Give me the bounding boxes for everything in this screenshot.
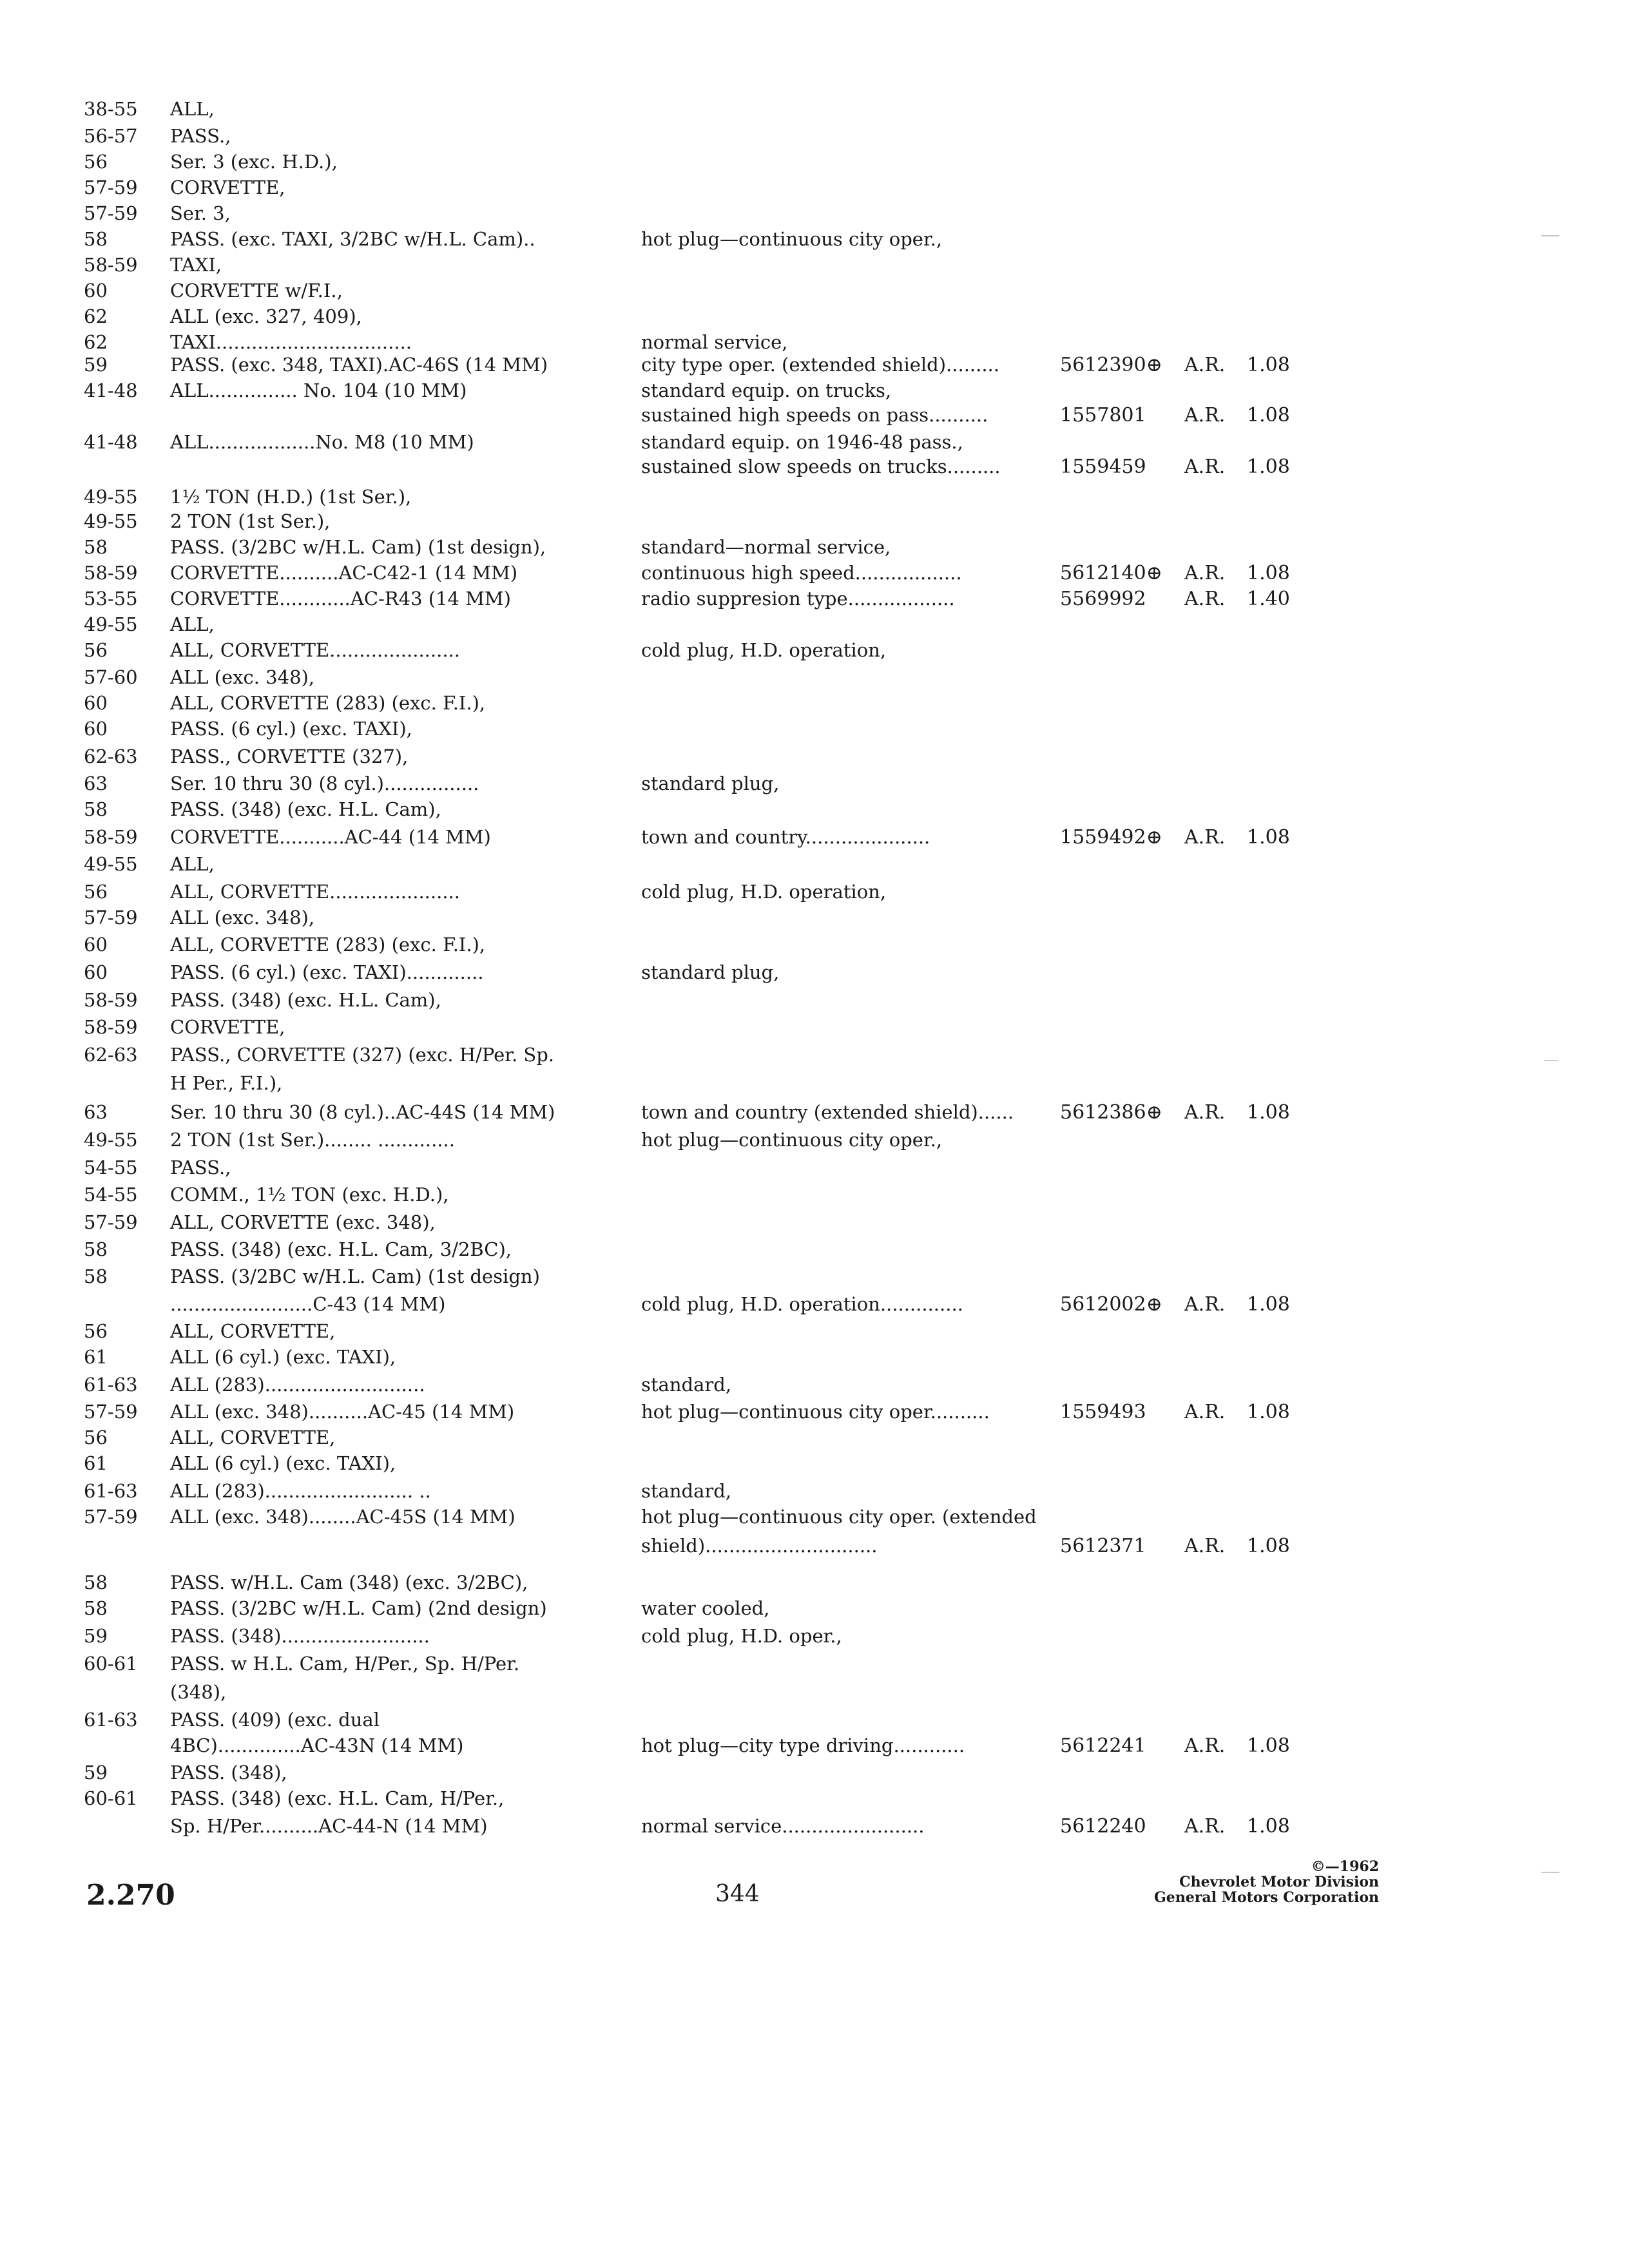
- year-cell: 58-59: [84, 1016, 138, 1038]
- quantity-cell: A.R.: [1184, 588, 1226, 610]
- year-cell: 41-48: [84, 431, 138, 453]
- year-cell: 58: [84, 798, 108, 820]
- model-cell: Sp. H/Per..........AC-44-N (14 MM): [170, 1815, 488, 1837]
- year-cell: 58: [84, 536, 108, 558]
- year-cell: 49-55: [84, 486, 138, 508]
- model-cell: PASS. (348).........................: [170, 1625, 430, 1647]
- year-cell: 58-59: [84, 826, 138, 848]
- model-cell: CORVETTE...........AC-44 (14 MM): [170, 826, 491, 848]
- part-number-cell: 1559459: [1060, 456, 1146, 478]
- application-cell: standard equip. on trucks,: [641, 380, 892, 401]
- model-cell: CORVETTE,: [170, 1016, 285, 1038]
- model-cell: ALL, CORVETTE,: [170, 1320, 336, 1342]
- model-cell: Ser. 10 thru 30 (8 cyl.)..AC-44S (14 MM): [170, 1101, 555, 1123]
- model-cell: ALL, CORVETTE (283) (exc. F.I.),: [170, 692, 486, 714]
- model-cell: PASS. (6 cyl.) (exc. TAXI).............: [170, 961, 484, 983]
- year-cell: 56: [84, 151, 108, 173]
- model-cell: ALL, CORVETTE......................: [170, 639, 460, 661]
- model-cell: ALL, CORVETTE......................: [170, 881, 460, 903]
- model-cell: ALL,: [170, 613, 215, 635]
- quantity-cell: A.R.: [1184, 404, 1226, 427]
- model-cell: ALL (exc. 348),: [170, 666, 315, 688]
- section-number: 2.270: [86, 1879, 175, 1912]
- part-number-cell: 5612241: [1060, 1735, 1146, 1757]
- application-cell: town and country (extended shield)......: [641, 1101, 1014, 1123]
- model-cell: PASS. (3/2BC w/H.L. Cam) (1st design),: [170, 536, 546, 558]
- year-cell: 57-59: [84, 1401, 138, 1423]
- year-cell: 63: [84, 773, 108, 794]
- model-cell: PASS. (409) (exc. dual: [170, 1709, 380, 1731]
- application-cell: town and country.....................: [641, 826, 930, 848]
- application-cell: normal service,: [641, 331, 788, 353]
- year-cell: 62: [84, 331, 108, 353]
- year-cell: 60: [84, 692, 108, 714]
- year-cell: 61: [84, 1452, 108, 1474]
- model-cell: ALL (exc. 348)..........AC-45 (14 MM): [170, 1401, 515, 1423]
- quantity-cell: A.R.: [1184, 1815, 1226, 1838]
- application-cell: hot plug—continuous city oper. (extended: [641, 1506, 1037, 1528]
- price-cell: 1.08: [1247, 456, 1290, 478]
- model-cell: ALL (6 cyl.) (exc. TAXI),: [170, 1346, 396, 1368]
- model-cell: ALL (exc. 348)........AC-45S (14 MM): [170, 1506, 516, 1528]
- model-cell: COMM., 1½ TON (exc. H.D.),: [170, 1184, 449, 1206]
- year-cell: 56: [84, 1427, 108, 1448]
- application-cell: hot plug—continuous city oper.,: [641, 1129, 943, 1151]
- model-cell: PASS. (3/2BC w/H.L. Cam) (2nd design): [170, 1597, 547, 1619]
- year-cell: 60-61: [84, 1787, 138, 1809]
- year-cell: 53-55: [84, 588, 138, 610]
- application-cell: hot plug—city type driving............: [641, 1735, 965, 1756]
- application-cell: standard—normal service,: [641, 536, 891, 558]
- year-cell: 58-59: [84, 562, 138, 584]
- application-cell: standard equip. on 1946-48 pass.,: [641, 431, 963, 453]
- part-number-cell: 5569992: [1060, 588, 1146, 610]
- year-cell: 60-61: [84, 1653, 138, 1675]
- model-cell: PASS. (exc. 348, TAXI).AC-46S (14 MM): [170, 354, 548, 376]
- copyright-year: ©—1962: [1311, 1858, 1379, 1875]
- year-cell: 56: [84, 639, 108, 661]
- year-cell: 56-57: [84, 125, 138, 147]
- model-cell: PASS.,: [170, 125, 231, 147]
- model-cell: ALL (6 cyl.) (exc. TAXI),: [170, 1452, 396, 1474]
- model-cell: 2 TON (1st Ser.),: [170, 510, 331, 532]
- part-number-cell: 5612386⊕: [1060, 1101, 1162, 1124]
- model-cell: PASS.,: [170, 1157, 231, 1178]
- price-cell: 1.08: [1247, 1815, 1290, 1838]
- part-number-cell: 1559493: [1060, 1401, 1146, 1423]
- year-cell: 57-59: [84, 1506, 138, 1528]
- year-cell: 57-59: [84, 177, 138, 198]
- year-cell: 58-59: [84, 989, 138, 1011]
- year-cell: 60: [84, 961, 108, 983]
- model-cell: ALL (283)......................... ..: [170, 1480, 431, 1502]
- year-cell: 62-63: [84, 1044, 138, 1066]
- year-cell: 49-55: [84, 613, 138, 635]
- year-cell: 58: [84, 1265, 108, 1287]
- year-cell: 61: [84, 1346, 108, 1368]
- model-cell: ALL,: [170, 853, 215, 875]
- application-cell: water cooled,: [641, 1597, 770, 1619]
- copyright-corporation: General Motors Corporation: [1153, 1889, 1379, 1907]
- year-cell: 61-63: [84, 1709, 138, 1731]
- scan-mark: [1541, 235, 1559, 236]
- year-cell: 57-59: [84, 907, 138, 928]
- model-cell: Ser. 10 thru 30 (8 cyl.)................: [170, 773, 479, 794]
- year-cell: 59: [84, 354, 108, 376]
- model-cell: Ser. 3 (exc. H.D.),: [170, 151, 338, 173]
- application-cell: hot plug—continuous city oper..........: [641, 1401, 990, 1423]
- model-cell: PASS., CORVETTE (327),: [170, 745, 409, 767]
- year-cell: 57-59: [84, 1211, 138, 1233]
- model-cell: ALL, CORVETTE (283) (exc. F.I.),: [170, 934, 486, 956]
- part-number-cell: 5612002⊕: [1060, 1293, 1162, 1316]
- year-cell: 58: [84, 1597, 108, 1619]
- price-cell: 1.08: [1247, 1401, 1290, 1423]
- quantity-cell: A.R.: [1184, 826, 1226, 849]
- model-cell: TAXI.................................: [170, 331, 412, 353]
- year-cell: 49-55: [84, 853, 138, 875]
- year-cell: 54-55: [84, 1184, 138, 1206]
- application-cell: standard,: [641, 1374, 732, 1396]
- year-cell: 62: [84, 305, 108, 327]
- model-cell: PASS. (348) (exc. H.L. Cam),: [170, 798, 441, 820]
- price-cell: 1.08: [1247, 1293, 1290, 1316]
- year-cell: 58: [84, 1571, 108, 1593]
- model-cell: ........................C-43 (14 MM): [170, 1293, 446, 1315]
- quantity-cell: A.R.: [1184, 562, 1226, 584]
- price-cell: 1.08: [1247, 1535, 1290, 1557]
- application-cell: normal service........................: [641, 1815, 925, 1837]
- application-cell: cold plug, H.D. operation,: [641, 881, 887, 903]
- application-cell: standard,: [641, 1480, 732, 1502]
- year-cell: 59: [84, 1762, 108, 1783]
- year-cell: 56: [84, 1320, 108, 1342]
- application-cell: standard plug,: [641, 961, 780, 983]
- model-cell: ALL, CORVETTE,: [170, 1427, 336, 1448]
- application-cell: shield).............................: [641, 1535, 878, 1557]
- model-cell: PASS. w H.L. Cam, H/Per., Sp. H/Per.: [170, 1653, 520, 1675]
- model-cell: Ser. 3,: [170, 202, 231, 224]
- year-cell: 59: [84, 1625, 108, 1647]
- model-cell: 2 TON (1st Ser.)........ .............: [170, 1129, 455, 1151]
- page-number: 344: [715, 1881, 760, 1907]
- model-cell: 4BC)..............AC-43N (14 MM): [170, 1735, 464, 1756]
- model-cell: ALL, CORVETTE (exc. 348),: [170, 1211, 436, 1233]
- year-cell: 58: [84, 228, 108, 250]
- model-cell: PASS. (exc. TAXI, 3/2BC w/H.L. Cam)..: [170, 228, 535, 250]
- model-cell: ALL (283)...........................: [170, 1374, 425, 1396]
- part-number-cell: 1557801: [1060, 404, 1146, 427]
- year-cell: 60: [84, 934, 108, 956]
- year-cell: 57-60: [84, 666, 138, 688]
- year-cell: 61-63: [84, 1480, 138, 1502]
- year-cell: 49-55: [84, 1129, 138, 1151]
- application-cell: sustained high speeds on pass..........: [641, 404, 988, 426]
- year-cell: 60: [84, 280, 108, 302]
- quantity-cell: A.R.: [1184, 354, 1226, 376]
- quantity-cell: A.R.: [1184, 456, 1226, 478]
- year-cell: 61-63: [84, 1374, 138, 1396]
- model-cell: CORVETTE w/F.I.,: [170, 280, 343, 302]
- part-number-cell: 5612390⊕: [1060, 354, 1162, 376]
- scan-mark: [1544, 1060, 1558, 1061]
- price-cell: 1.08: [1247, 354, 1290, 376]
- price-cell: 1.08: [1247, 1735, 1290, 1757]
- model-cell: PASS. (348) (exc. H.L. Cam),: [170, 989, 441, 1011]
- model-cell: H Per., F.I.),: [170, 1072, 283, 1094]
- copyright-division: Chevrolet Motor Division: [1179, 1874, 1379, 1891]
- quantity-cell: A.R.: [1184, 1101, 1226, 1124]
- part-number-cell: 5612371: [1060, 1535, 1146, 1557]
- year-cell: 56: [84, 881, 108, 903]
- model-cell: (348),: [170, 1681, 227, 1703]
- year-cell: 63: [84, 1101, 108, 1123]
- model-cell: PASS. (3/2BC w/H.L. Cam) (1st design): [170, 1265, 540, 1287]
- model-cell: CORVETTE,: [170, 177, 285, 198]
- year-cell: 62-63: [84, 745, 138, 767]
- model-cell: ALL..................No. M8 (10 MM): [170, 431, 474, 453]
- application-cell: hot plug—continuous city oper.,: [641, 228, 943, 250]
- price-cell: 1.40: [1247, 588, 1290, 610]
- model-cell: PASS. w/H.L. Cam (348) (exc. 3/2BC),: [170, 1571, 528, 1593]
- quantity-cell: A.R.: [1184, 1735, 1226, 1757]
- model-cell: PASS. (6 cyl.) (exc. TAXI),: [170, 718, 412, 740]
- quantity-cell: A.R.: [1184, 1535, 1226, 1557]
- year-cell: 54-55: [84, 1157, 138, 1178]
- application-cell: cold plug, H.D. operation,: [641, 639, 887, 661]
- model-cell: PASS. (348),: [170, 1762, 287, 1783]
- part-number-cell: 5612140⊕: [1060, 562, 1162, 584]
- part-number-cell: 1559492⊕: [1060, 826, 1162, 849]
- year-cell: 57-59: [84, 202, 138, 224]
- price-cell: 1.08: [1247, 562, 1290, 584]
- application-cell: standard plug,: [641, 773, 780, 794]
- application-cell: city type oper. (extended shield).........: [641, 354, 999, 376]
- price-cell: 1.08: [1247, 826, 1290, 849]
- year-cell: 49-55: [84, 510, 138, 532]
- application-cell: cold plug, H.D. oper.,: [641, 1625, 842, 1647]
- model-cell: TAXI,: [170, 254, 222, 276]
- application-cell: cold plug, H.D. operation..............: [641, 1293, 963, 1315]
- copyright-block: [1154, 1859, 1379, 1906]
- model-cell: ALL............... No. 104 (10 MM): [170, 380, 467, 401]
- price-cell: 1.08: [1247, 404, 1290, 427]
- model-cell: PASS. (348) (exc. H.L. Cam, H/Per.,: [170, 1787, 505, 1809]
- part-number-cell: 5612240: [1060, 1815, 1146, 1838]
- model-cell: 1½ TON (H.D.) (1st Ser.),: [170, 486, 412, 508]
- price-cell: 1.08: [1247, 1101, 1290, 1124]
- model-cell: CORVETTE............AC-R43 (14 MM): [170, 588, 511, 610]
- model-cell: ALL,: [170, 98, 215, 120]
- quantity-cell: A.R.: [1184, 1401, 1226, 1423]
- year-cell: 38-55: [84, 98, 138, 120]
- scan-mark: [1541, 1872, 1559, 1873]
- model-cell: CORVETTE..........AC-C42-1 (14 MM): [170, 562, 518, 584]
- year-cell: 60: [84, 718, 108, 740]
- model-cell: PASS., CORVETTE (327) (exc. H/Per. Sp.: [170, 1044, 555, 1066]
- application-cell: sustained slow speeds on trucks.........: [641, 456, 1001, 477]
- model-cell: ALL (exc. 348),: [170, 907, 315, 928]
- application-cell: continuous high speed..................: [641, 562, 962, 584]
- year-cell: 58: [84, 1238, 108, 1260]
- model-cell: PASS. (348) (exc. H.L. Cam, 3/2BC),: [170, 1238, 512, 1260]
- quantity-cell: A.R.: [1184, 1293, 1226, 1316]
- year-cell: 58-59: [84, 254, 138, 276]
- year-cell: 41-48: [84, 380, 138, 401]
- application-cell: radio suppresion type..................: [641, 588, 955, 610]
- model-cell: ALL (exc. 327, 409),: [170, 305, 362, 327]
